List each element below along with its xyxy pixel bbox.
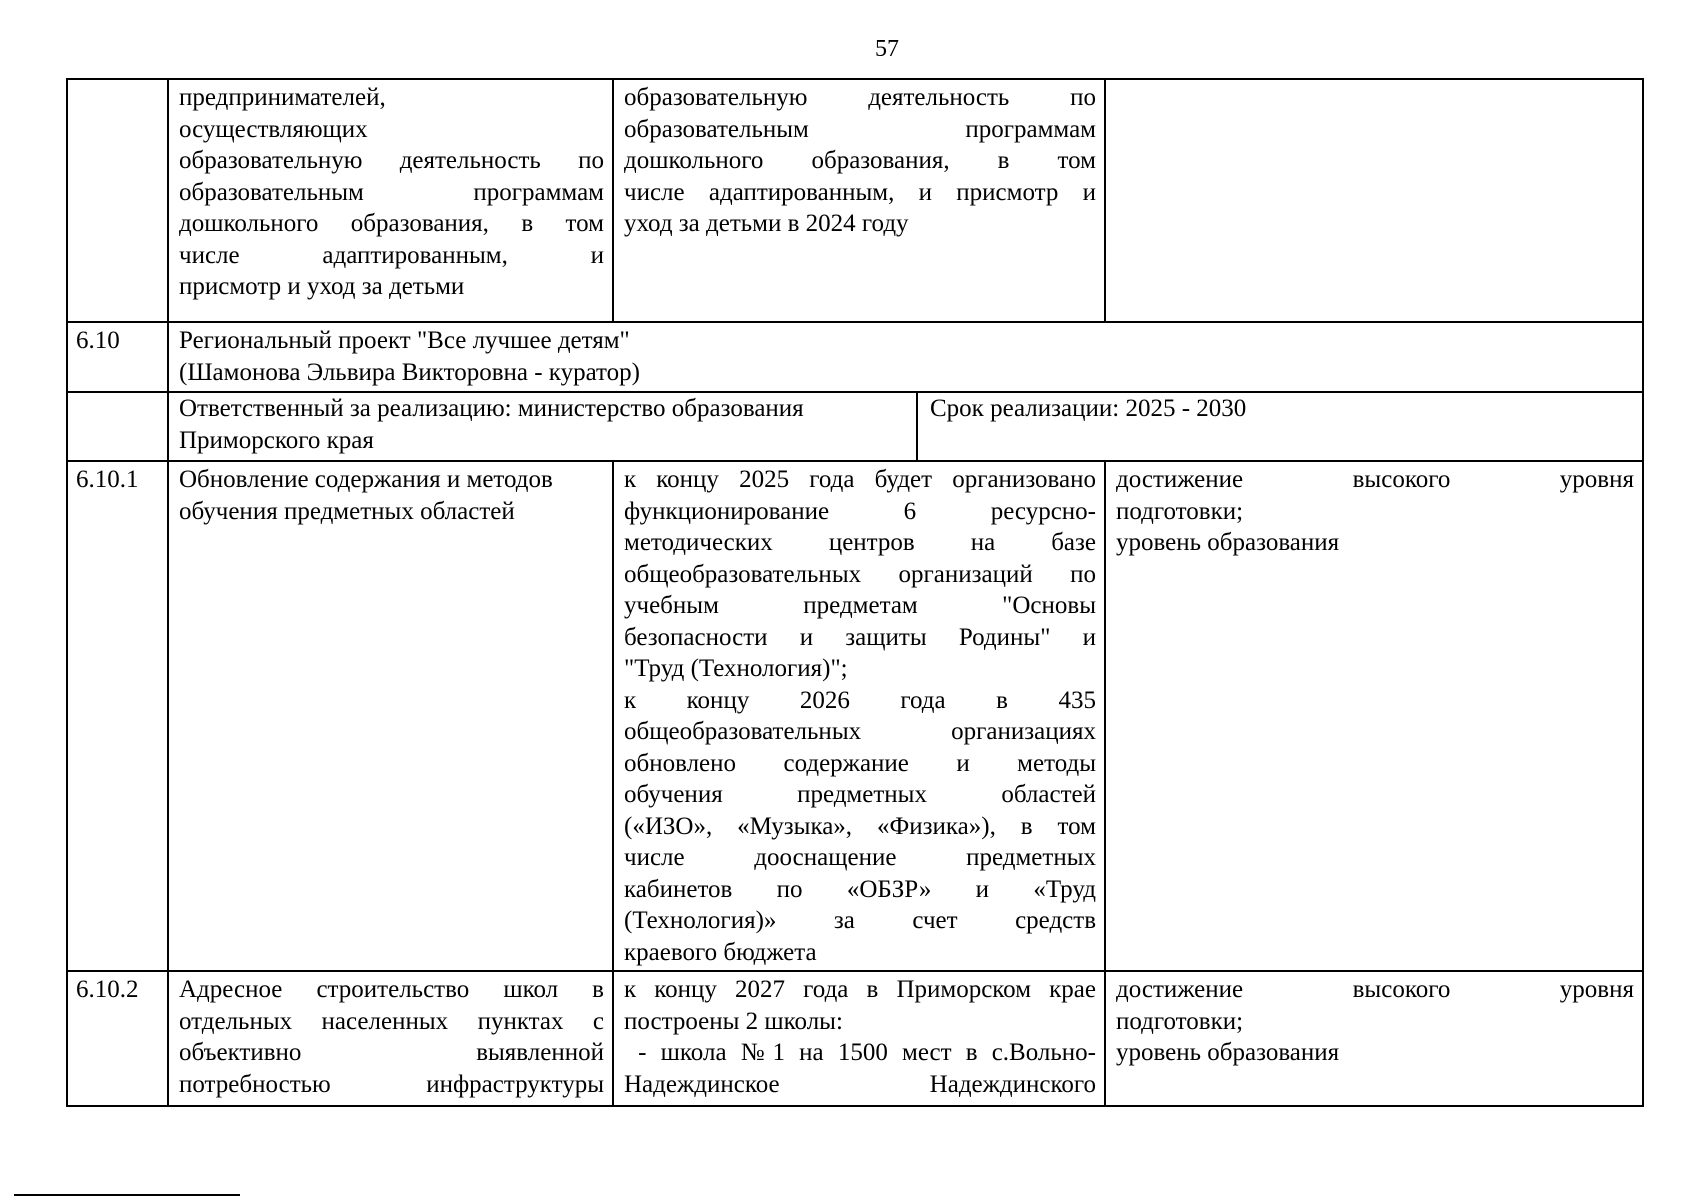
text-line: объективно выявленной [179, 1039, 604, 1066]
program-table [66, 78, 1644, 1107]
cell-event-name [168, 461, 613, 971]
text-line: к концу 2025 года будет организовано [624, 466, 1096, 493]
footnote-rule [14, 1194, 240, 1196]
text-line: общеобразовательных организаций по [624, 560, 1096, 588]
text-line: к концу 2027 года в Приморском крае [624, 976, 1096, 1003]
section-title-line: (Шамонова Эльвира Викторовна - куратор) [179, 358, 640, 386]
text-line: осуществляющих [179, 115, 368, 143]
text-line: дошкольного образования, в том [179, 210, 604, 237]
text-line: образовательным программам [624, 115, 1096, 143]
text-line: обучения предметных областей [624, 781, 1096, 808]
section-row [67, 322, 1643, 392]
text-line: («ИЗО», «Музыка», «Физика»), в том [624, 812, 1096, 840]
cell-number [67, 79, 168, 322]
text-line: отдельных населенных пунктах с [179, 1007, 604, 1035]
text-line: общеобразовательных организациях [624, 718, 1096, 745]
cell-event-name [168, 79, 613, 322]
section-info-table [169, 393, 1642, 460]
text-line: образовательным программам [179, 178, 604, 206]
cell-number [67, 392, 168, 461]
text-line: построены 2 школы: [624, 1007, 843, 1035]
cell-result [613, 971, 1105, 1106]
table-row [67, 971, 1643, 1106]
page-number: 57 [875, 36, 899, 62]
text-line: образовательную деятельность по [179, 147, 604, 174]
text-line: подготовки; [1116, 497, 1244, 525]
text-line: Обновление содержания и методов [179, 466, 553, 493]
text-line: уровень образования [1116, 529, 1340, 556]
text-line: потребностью инфраструктуры [179, 1070, 604, 1098]
text-line: - школа №1 на 1500 мест в с.Вольно- [624, 1039, 1096, 1066]
row-number: 6.10.1 [67, 461, 168, 971]
text-line: подготовки; [1116, 1007, 1244, 1035]
responsible-text: Ответственный за реализацию: министерство образования Приморского края [169, 393, 917, 460]
text-line: методических центров на базе [624, 529, 1096, 556]
row-number: 6.10.2 [67, 971, 168, 1106]
table-row [67, 461, 1643, 971]
text-line: обновлено содержание и методы [624, 749, 1096, 777]
text-line: кабинетов по «ОБЗР» и «Труд [624, 875, 1096, 903]
section-title-line: Региональный проект "Все лучшее детям" [179, 327, 630, 354]
text-line: функционирование 6 ресурсно- [624, 497, 1096, 525]
text-line: Адресное строительство школ в [179, 976, 604, 1003]
text-line: образовательную деятельность по [624, 84, 1096, 111]
text-line: присмотр и уход за детьми [179, 273, 465, 300]
text-line: краевого бюджета [624, 938, 817, 966]
text-line: к концу 2026 года в 435 [624, 686, 1096, 714]
text-line: обучения предметных областей [179, 497, 515, 525]
text-line: "Труд (Технология)"; [624, 655, 848, 682]
text-line: достижение высокого уровня [1116, 976, 1634, 1003]
text-line: числе дооснащение предметных [624, 844, 1096, 871]
table-row [67, 79, 1643, 322]
section-info-cell [168, 392, 1643, 461]
cell-indicators [1105, 79, 1643, 322]
text-line: безопасности и защиты Родины" и [624, 623, 1096, 651]
text-line: числе адаптированным, и присмотр и [624, 178, 1096, 206]
text-line: предпринимателей, [179, 84, 386, 111]
text-line: достижение высокого уровня [1116, 466, 1634, 493]
text-line: дошкольного образования, в том [624, 147, 1096, 174]
section-number: 6.10 [67, 322, 168, 392]
text-line: учебным предметам "Основы [624, 592, 1096, 619]
cell-indicators [1105, 461, 1643, 971]
cell-event-name [168, 971, 613, 1106]
cell-result [613, 461, 1105, 971]
term-text: Срок реализации: 2025 - 2030 [930, 395, 1247, 422]
section-title [168, 322, 1643, 392]
cell-result [613, 79, 1105, 322]
cell-indicators [1105, 971, 1643, 1106]
text-line: уход за детьми в 2024 году [624, 210, 909, 237]
text-line: (Технология)» за счет средств [624, 907, 1096, 934]
section-info-row [67, 392, 1643, 461]
text-line: уровень образования [1116, 1039, 1340, 1066]
text-line: Надеждинское Надеждинского [624, 1070, 1096, 1098]
text-line: числе адаптированным, и [179, 241, 604, 269]
